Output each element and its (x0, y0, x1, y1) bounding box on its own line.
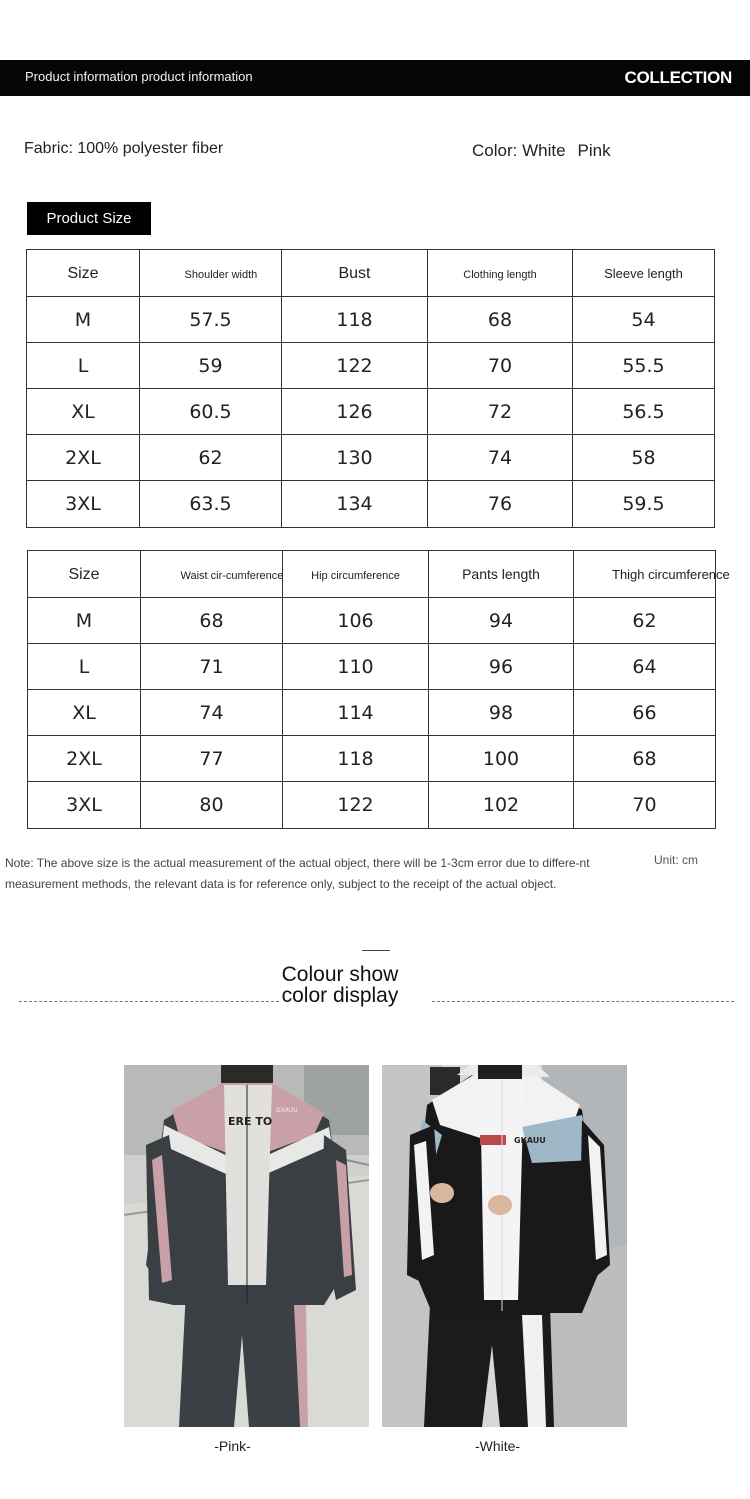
table-cell: 134 (282, 481, 428, 528)
table-cell: XL (27, 389, 140, 435)
header-cell: Clothing length (428, 250, 573, 297)
banner-left-text: Product information product information (25, 69, 253, 84)
white-caption: -White- (474, 1438, 521, 1454)
table-cell: 80 (141, 782, 283, 829)
header-cell: Shoulder width (140, 250, 282, 297)
banner-collection-text: COLLECTION (624, 68, 732, 87)
table-cell: 106 (283, 598, 429, 644)
color-show-title (0, 964, 680, 1006)
table-cell: 100 (429, 736, 574, 782)
table-cell: 77 (141, 736, 283, 782)
bottom-size-table (27, 550, 730, 829)
header-cell: Sleeve length (573, 250, 715, 297)
table-cell: 122 (283, 782, 429, 829)
color-show-line1: Colour show (281, 963, 399, 986)
table-cell: 59 (140, 343, 282, 389)
dashed-divider-left (19, 1001, 279, 1002)
title-mark (362, 950, 390, 951)
table-cell: 96 (429, 644, 574, 690)
color-info (472, 141, 611, 161)
white-jacket-photo (382, 1065, 627, 1427)
table-cell: 3XL (28, 782, 141, 829)
fabric-info: Fabric: 100% polyester fiber (24, 140, 224, 157)
table-cell: 57.5 (140, 297, 282, 343)
svg-text:GKAUU: GKAUU (514, 1136, 546, 1145)
table-cell: 118 (282, 297, 428, 343)
table-row (28, 644, 716, 690)
table-cell: 60.5 (140, 389, 282, 435)
color-show-line2: color display (281, 984, 399, 1007)
table-header-row (28, 551, 716, 598)
table-cell: 72 (428, 389, 573, 435)
table-cell: 102 (429, 782, 574, 829)
table-cell: 110 (283, 644, 429, 690)
table-cell: 94 (429, 598, 574, 644)
svg-text:GXAUU: GXAUU (276, 1107, 298, 1114)
table-cell: 2XL (28, 736, 141, 782)
table-cell: L (27, 343, 140, 389)
table-cell: 68 (141, 598, 283, 644)
table-cell: 63.5 (140, 481, 282, 528)
size-note: Note: The above size is the actual measurement of the actual object, there will be 1-3cm error due to differe-nt measurement methods, the relevant data is for reference only, subject to the receipt of the actual object. (5, 856, 590, 891)
color-label: Color: White (472, 141, 566, 160)
header-cell: Hip circumference (283, 551, 429, 598)
table-cell: 98 (429, 690, 574, 736)
header-cell: Pants length (429, 551, 574, 598)
header-cell: Size (27, 250, 140, 297)
table-cell: 68 (428, 297, 573, 343)
color-pink: Pink (577, 141, 611, 160)
table-cell: 114 (283, 690, 429, 736)
table-row (28, 690, 716, 736)
table-row (27, 435, 715, 481)
table-cell: 126 (282, 389, 428, 435)
table-cell: 62 (140, 435, 282, 481)
table-cell: 64 (574, 644, 716, 690)
table-cell: 58 (573, 435, 715, 481)
table-cell: 74 (428, 435, 573, 481)
unit-label: Unit: cm (654, 853, 699, 867)
table-cell: 74 (141, 690, 283, 736)
table-cell: 70 (574, 782, 716, 829)
product-size-label: Product Size (27, 202, 151, 235)
table-row (28, 598, 716, 644)
header-cell: Size (28, 551, 141, 598)
top-banner (0, 60, 750, 96)
table-row (28, 736, 716, 782)
table-row (27, 297, 715, 343)
table-cell: M (28, 598, 141, 644)
top-size-table (26, 249, 715, 528)
table-header-row (27, 250, 715, 297)
table-cell: L (28, 644, 141, 690)
table-cell: 59.5 (573, 481, 715, 528)
table-cell: 118 (283, 736, 429, 782)
table-cell: M (27, 297, 140, 343)
header-cell: Bust (282, 250, 428, 297)
table-cell: 2XL (27, 435, 140, 481)
pink-caption: -Pink- (214, 1438, 251, 1454)
table-row (27, 481, 715, 528)
table-cell: 71 (141, 644, 283, 690)
table-cell: 66 (574, 690, 716, 736)
table-cell: 68 (574, 736, 716, 782)
svg-text:ERE TO: ERE TO (228, 1115, 273, 1128)
table-cell: 122 (282, 343, 428, 389)
table-row (27, 343, 715, 389)
table-cell: 130 (282, 435, 428, 481)
table-cell: 62 (574, 598, 716, 644)
table-cell: XL (28, 690, 141, 736)
pink-jacket-photo (124, 1065, 369, 1427)
table-cell: 56.5 (573, 389, 715, 435)
header-cell: Thigh circumference (574, 551, 716, 598)
table-cell: 76 (428, 481, 573, 528)
table-row (27, 389, 715, 435)
header-cell: Waist cir-cumference (141, 551, 283, 598)
table-row (28, 782, 716, 829)
table-cell: 54 (573, 297, 715, 343)
table-cell: 70 (428, 343, 573, 389)
table-cell: 3XL (27, 481, 140, 528)
table-cell: 55.5 (573, 343, 715, 389)
dashed-divider-right (432, 1001, 734, 1002)
